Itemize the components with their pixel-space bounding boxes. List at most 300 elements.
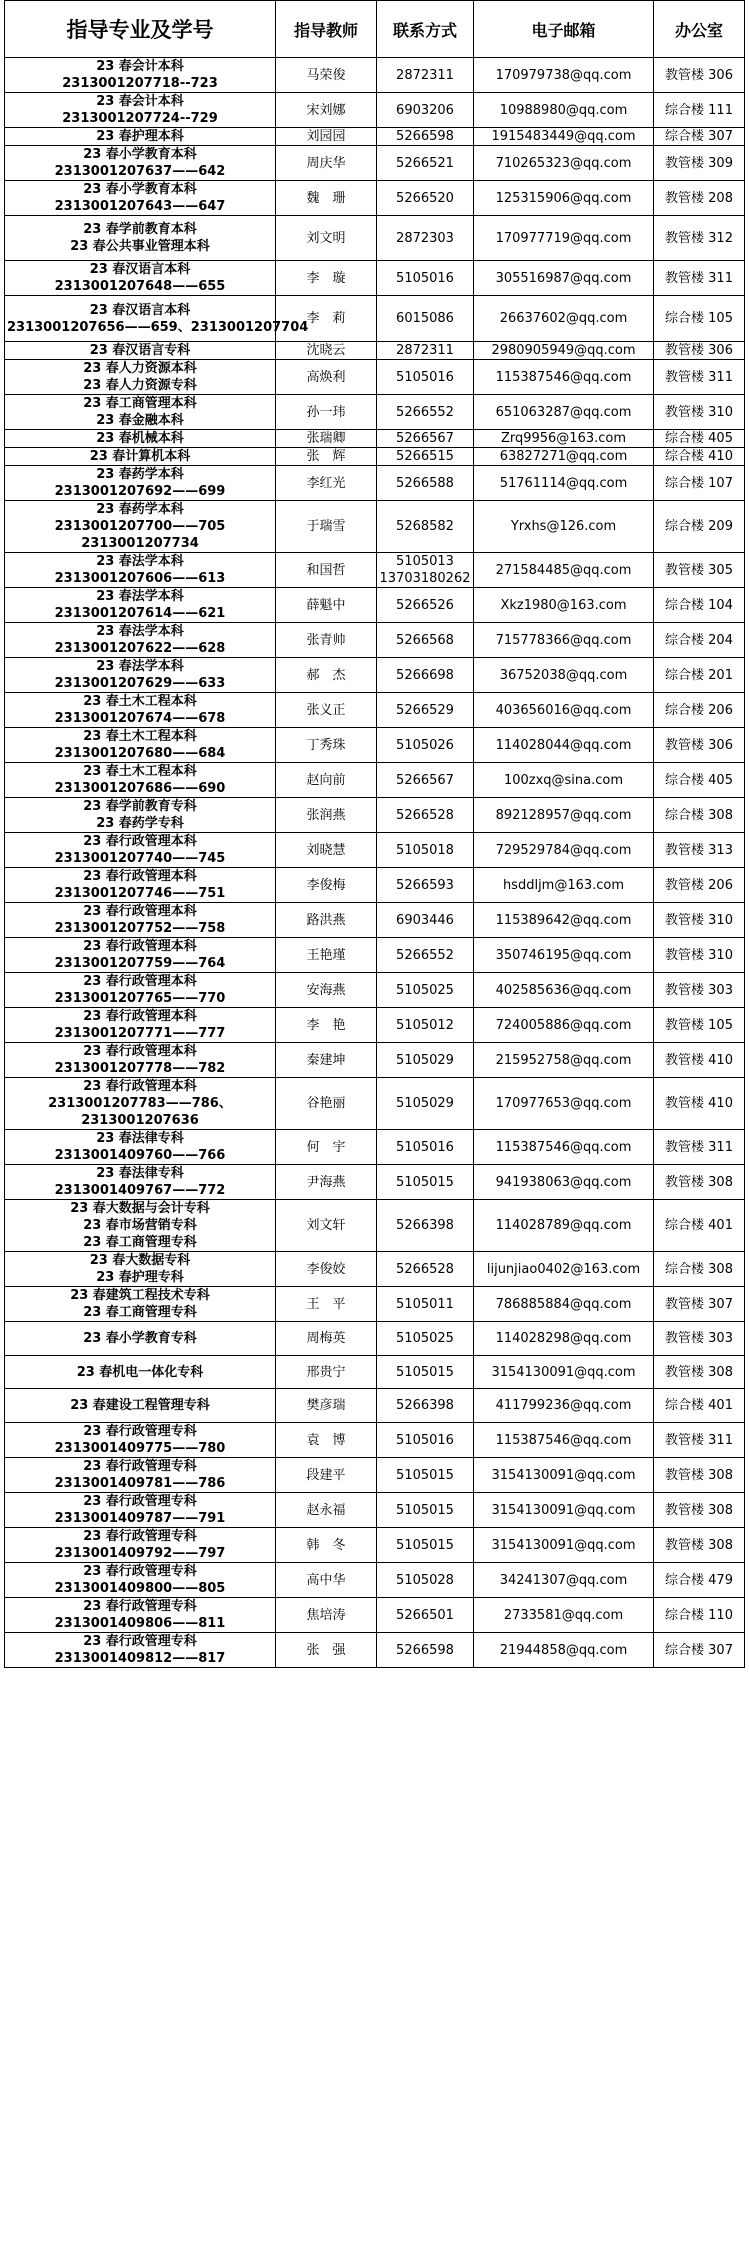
major-cell	[5, 1252, 276, 1287]
phone-line: 6903446	[396, 912, 454, 928]
major-cell	[5, 588, 276, 623]
phone-line: 5105016	[396, 1139, 454, 1155]
header-row	[5, 1, 745, 58]
teacher-cell: 焦培涛	[276, 1598, 377, 1633]
major-line: 23 春计算机本科	[89, 449, 191, 464]
office-cell: 教管楼 307	[654, 1287, 745, 1322]
table-row	[5, 501, 745, 553]
phone-cell	[377, 1008, 474, 1043]
major-cell	[5, 1633, 276, 1668]
phone-line: 5105015	[396, 1537, 454, 1553]
major-line: 23 春建设工程管理专科	[70, 1398, 210, 1413]
teacher-cell: 刘文明	[276, 216, 377, 261]
phone-line: 5266598	[396, 129, 454, 144]
header-phone: 联系方式	[377, 1, 474, 58]
major-line: 23 春行政管理专科	[83, 1599, 197, 1614]
major-line: 2313001207692——699	[54, 484, 226, 499]
table-row	[5, 588, 745, 623]
major-line: 23 春汉语言本科	[89, 302, 191, 318]
major-cell	[5, 1458, 276, 1493]
major-cell	[5, 763, 276, 798]
table-row	[5, 181, 745, 216]
teacher-cell: 张 辉	[276, 448, 377, 466]
table-row	[5, 1356, 745, 1389]
major-cell	[5, 798, 276, 833]
office-cell: 综合楼 401	[654, 1200, 745, 1252]
email-cell: 1915483449@qq.com	[474, 128, 654, 146]
teacher-cell: 袁 博	[276, 1423, 377, 1458]
header-office: 办公室	[654, 1, 745, 58]
office-cell: 综合楼 105	[654, 296, 745, 342]
phone-line: 5105015	[396, 1174, 454, 1190]
major-cell	[5, 395, 276, 430]
major-line: 23 春大数据专科	[89, 1253, 191, 1268]
phone-line: 5266568	[396, 632, 454, 648]
major-line: 2313001207606——613	[54, 571, 226, 586]
email-cell: 100zxq@sina.com	[474, 763, 654, 798]
teacher-cell: 段建平	[276, 1458, 377, 1493]
teacher-cell: 李 璇	[276, 261, 377, 296]
office-cell: 综合楼 405	[654, 763, 745, 798]
major-line: 23 春小学教育本科	[83, 147, 197, 162]
email-cell: 170977653@qq.com	[474, 1078, 654, 1130]
phone-cell	[377, 1563, 474, 1598]
major-cell	[5, 466, 276, 501]
teacher-cell: 李俊梅	[276, 868, 377, 903]
table-row	[5, 466, 745, 501]
major-line: 23 春法学本科	[96, 659, 184, 674]
table-row	[5, 1130, 745, 1165]
table-row	[5, 146, 745, 181]
email-cell: 34241307@qq.com	[474, 1563, 654, 1598]
table-row	[5, 623, 745, 658]
teacher-cell: 邢贵宁	[276, 1356, 377, 1389]
major-line: 23 春工商管理本科	[83, 396, 197, 411]
phone-cell	[377, 553, 474, 588]
teacher-cell: 马荣俊	[276, 58, 377, 93]
teacher-assignment-table	[4, 0, 745, 1668]
table-row	[5, 763, 745, 798]
phone-line: 5266501	[396, 1607, 454, 1623]
office-cell: 综合楼 307	[654, 128, 745, 146]
table-row	[5, 1389, 745, 1423]
major-line: 2313001409806——811	[54, 1616, 226, 1631]
phone-cell	[377, 658, 474, 693]
major-cell	[5, 973, 276, 1008]
office-cell: 教管楼 305	[654, 553, 745, 588]
teacher-cell: 和国哲	[276, 553, 377, 588]
office-cell: 教管楼 308	[654, 1165, 745, 1200]
major-line: 23 春行政管理专科	[83, 1564, 197, 1579]
email-cell: 115387546@qq.com	[474, 360, 654, 395]
office-cell: 综合楼 308	[654, 1252, 745, 1287]
phone-cell	[377, 728, 474, 763]
major-line: 23 春法学本科	[96, 624, 184, 639]
phone-cell	[377, 1356, 474, 1389]
teacher-cell: 王 平	[276, 1287, 377, 1322]
major-line: 23 春工商管理专科	[83, 1235, 197, 1250]
major-line: 2313001207752——758	[54, 921, 226, 936]
table-row	[5, 1165, 745, 1200]
table-row	[5, 1252, 745, 1287]
major-line: 2313001409792——797	[54, 1546, 226, 1561]
major-line: 2313001207718--723	[62, 76, 218, 91]
phone-cell	[377, 763, 474, 798]
office-cell: 综合楼 104	[654, 588, 745, 623]
phone-line: 5266398	[396, 1218, 454, 1233]
table-row	[5, 903, 745, 938]
office-cell: 综合楼 479	[654, 1563, 745, 1598]
major-line: 23 春行政管理本科	[83, 1044, 197, 1059]
teacher-cell: 张 强	[276, 1633, 377, 1668]
phone-line: 5105018	[396, 842, 454, 858]
phone-line: 5105028	[396, 1572, 454, 1588]
teacher-cell: 尹海燕	[276, 1165, 377, 1200]
phone-cell	[377, 938, 474, 973]
phone-line: 13703180262	[379, 571, 471, 586]
major-line: 2313001207614——621	[54, 606, 226, 621]
table-row	[5, 58, 745, 93]
table-row	[5, 728, 745, 763]
major-line: 2313001207680——684	[54, 746, 226, 761]
office-cell: 教管楼 308	[654, 1458, 745, 1493]
phone-line: 5105016	[396, 270, 454, 286]
major-line: 23 春土木工程本科	[83, 694, 197, 709]
major-line: 23 春行政管理本科	[83, 974, 197, 989]
major-line: 23 春建筑工程技术专科	[70, 1288, 210, 1303]
email-cell: 2980905949@qq.com	[474, 342, 654, 360]
major-line: 23 春金融本科	[96, 413, 184, 428]
phone-cell	[377, 1252, 474, 1287]
major-line: 23 春市场营销专科	[83, 1218, 197, 1233]
phone-line: 5266398	[396, 1398, 454, 1413]
major-line: 2313001409787——791	[54, 1511, 226, 1526]
email-cell: 170977719@qq.com	[474, 216, 654, 261]
phone-cell	[377, 261, 474, 296]
teacher-cell: 周庆华	[276, 146, 377, 181]
phone-line: 5105016	[396, 369, 454, 385]
office-cell: 综合楼 401	[654, 1389, 745, 1423]
major-cell	[5, 1493, 276, 1528]
office-cell: 教管楼 410	[654, 1043, 745, 1078]
major-line: 23 春法律专科	[96, 1131, 184, 1146]
office-cell: 教管楼 310	[654, 938, 745, 973]
major-line: 23 春行政管理本科	[83, 869, 197, 884]
office-cell: 教管楼 311	[654, 1130, 745, 1165]
phone-line: 5266552	[396, 947, 454, 963]
email-cell: 114028789@qq.com	[474, 1200, 654, 1252]
phone-cell	[377, 395, 474, 430]
major-line: 23 春会计本科	[96, 94, 184, 109]
major-line: 23 春行政管理本科	[83, 904, 197, 919]
email-cell: 2733581@qq.com	[474, 1598, 654, 1633]
phone-cell	[377, 1078, 474, 1130]
teacher-cell: 郝 杰	[276, 658, 377, 693]
phone-line: 5105013	[396, 554, 454, 569]
office-cell: 综合楼 308	[654, 798, 745, 833]
email-cell: 115387546@qq.com	[474, 1423, 654, 1458]
phone-line: 5266593	[396, 877, 454, 893]
table-row	[5, 1493, 745, 1528]
major-line: 2313001207759——764	[54, 956, 226, 971]
table-row	[5, 342, 745, 360]
teacher-cell: 赵向前	[276, 763, 377, 798]
email-cell: hsddljm@163.com	[474, 868, 654, 903]
office-cell: 综合楼 111	[654, 93, 745, 128]
teacher-cell: 张义正	[276, 693, 377, 728]
major-line: 2313001207674——678	[54, 711, 226, 726]
major-cell	[5, 833, 276, 868]
major-cell	[5, 1043, 276, 1078]
office-cell: 教管楼 312	[654, 216, 745, 261]
major-line: 2313001207637——642	[54, 164, 226, 179]
major-line: 2313001409775——780	[54, 1441, 226, 1456]
major-line: 23 春法学本科	[96, 554, 184, 569]
table-row	[5, 658, 745, 693]
major-cell	[5, 1598, 276, 1633]
major-line: 2313001409767——772	[54, 1183, 226, 1198]
email-cell: 305516987@qq.com	[474, 261, 654, 296]
major-cell	[5, 553, 276, 588]
major-line: 2313001207724--729	[62, 111, 218, 126]
phone-cell	[377, 1493, 474, 1528]
phone-line: 5266567	[396, 431, 454, 446]
office-cell: 教管楼 206	[654, 868, 745, 903]
table-row	[5, 216, 745, 261]
header-email: 电子邮箱	[474, 1, 654, 58]
table-row	[5, 1563, 745, 1598]
phone-line: 5266526	[396, 597, 454, 613]
major-cell	[5, 728, 276, 763]
phone-cell	[377, 501, 474, 553]
phone-line: 6015086	[396, 311, 454, 326]
table-row	[5, 395, 745, 430]
major-cell	[5, 1528, 276, 1563]
table-row	[5, 1423, 745, 1458]
teacher-cell: 于瑞雪	[276, 501, 377, 553]
phone-line: 5266698	[396, 667, 454, 683]
major-line: 23 春公共事业管理本科	[70, 239, 210, 254]
phone-cell	[377, 973, 474, 1008]
table-body	[5, 58, 745, 1668]
table-row	[5, 1458, 745, 1493]
email-cell: 114028298@qq.com	[474, 1322, 654, 1356]
major-cell	[5, 261, 276, 296]
phone-line: 5266515	[396, 449, 454, 464]
phone-line: 5105029	[396, 1096, 454, 1111]
phone-line: 5105015	[396, 1467, 454, 1483]
major-line: 2313001207648——655	[54, 279, 226, 294]
major-line: 23 春行政管理专科	[83, 1634, 197, 1649]
office-cell: 综合楼 405	[654, 430, 745, 448]
major-cell	[5, 1356, 276, 1389]
major-line: 2313001409781——786	[54, 1476, 226, 1491]
header-major: 指导专业及学号	[5, 1, 276, 58]
phone-line: 5105016	[396, 1432, 454, 1448]
major-line: 23 春护理本科	[96, 129, 184, 144]
major-cell	[5, 128, 276, 146]
email-cell: 26637602@qq.com	[474, 296, 654, 342]
phone-cell	[377, 903, 474, 938]
major-line: 23 春汉语言专科	[89, 343, 191, 358]
teacher-cell: 安海燕	[276, 973, 377, 1008]
office-cell: 教管楼 306	[654, 58, 745, 93]
phone-cell	[377, 216, 474, 261]
email-cell: 724005886@qq.com	[474, 1008, 654, 1043]
email-cell: 215952758@qq.com	[474, 1043, 654, 1078]
email-cell: 941938063@qq.com	[474, 1165, 654, 1200]
major-line: 23 春药学专科	[96, 816, 184, 831]
office-cell: 教管楼 410	[654, 1078, 745, 1130]
major-cell	[5, 623, 276, 658]
phone-cell	[377, 58, 474, 93]
major-line: 2313001207771——777	[54, 1026, 226, 1041]
phone-line: 2872311	[396, 67, 454, 83]
table-row	[5, 1043, 745, 1078]
major-cell	[5, 658, 276, 693]
major-line: 23 春法学本科	[96, 589, 184, 604]
teacher-cell: 韩 冬	[276, 1528, 377, 1563]
office-cell: 教管楼 311	[654, 1423, 745, 1458]
phone-line: 5105029	[396, 1052, 454, 1068]
phone-cell	[377, 1598, 474, 1633]
major-cell	[5, 1165, 276, 1200]
major-line: 2313001409800——805	[54, 1581, 226, 1596]
phone-line: 5266520	[396, 190, 454, 206]
major-line: 23 春行政管理专科	[83, 1494, 197, 1509]
major-cell	[5, 693, 276, 728]
office-cell: 教管楼 308	[654, 1528, 745, 1563]
major-cell	[5, 430, 276, 448]
email-cell: 3154130091@qq.com	[474, 1493, 654, 1528]
email-cell: 10988980@qq.com	[474, 93, 654, 128]
teacher-cell: 李红光	[276, 466, 377, 501]
email-cell: 651063287@qq.com	[474, 395, 654, 430]
email-cell: 115387546@qq.com	[474, 1130, 654, 1165]
major-line: 2313001207622——628	[54, 641, 226, 656]
email-cell: 892128957@qq.com	[474, 798, 654, 833]
email-cell: 115389642@qq.com	[474, 903, 654, 938]
phone-cell	[377, 342, 474, 360]
table-row	[5, 430, 745, 448]
phone-line: 2872311	[396, 343, 454, 358]
office-cell: 综合楼 206	[654, 693, 745, 728]
major-line: 23 春药学本科	[96, 467, 184, 482]
phone-cell	[377, 868, 474, 903]
office-cell: 综合楼 201	[654, 658, 745, 693]
major-line: 23 春行政管理专科	[83, 1459, 197, 1474]
major-line: 23 春机械本科	[96, 431, 184, 446]
phone-line: 5105012	[396, 1017, 454, 1033]
major-cell	[5, 1078, 276, 1130]
phone-cell	[377, 1389, 474, 1423]
major-line: 2313001207765——770	[54, 991, 226, 1006]
phone-cell	[377, 430, 474, 448]
phone-cell	[377, 833, 474, 868]
email-cell: 21944858@qq.com	[474, 1633, 654, 1668]
email-cell: lijunjiao0402@163.com	[474, 1252, 654, 1287]
phone-cell	[377, 1458, 474, 1493]
office-cell: 综合楼 110	[654, 1598, 745, 1633]
table-row	[5, 360, 745, 395]
table-row	[5, 261, 745, 296]
major-cell	[5, 1200, 276, 1252]
office-cell: 教管楼 303	[654, 973, 745, 1008]
table-row	[5, 868, 745, 903]
phone-line: 5268582	[396, 519, 454, 534]
email-cell: 36752038@qq.com	[474, 658, 654, 693]
email-cell: 411799236@qq.com	[474, 1389, 654, 1423]
teacher-cell: 薛魁中	[276, 588, 377, 623]
phone-cell	[377, 448, 474, 466]
major-line: 23 春行政管理本科	[83, 1009, 197, 1024]
major-line: 2313001207656——659、2313001207704	[7, 319, 309, 335]
major-line: 23 春药学本科	[96, 502, 184, 517]
table-row	[5, 938, 745, 973]
phone-line: 5105015	[396, 1502, 454, 1518]
phone-line: 6903206	[396, 102, 454, 118]
email-cell: 3154130091@qq.com	[474, 1458, 654, 1493]
email-cell: 403656016@qq.com	[474, 693, 654, 728]
table-row	[5, 128, 745, 146]
major-cell	[5, 1287, 276, 1322]
table-row	[5, 1008, 745, 1043]
office-cell: 教管楼 311	[654, 360, 745, 395]
teacher-cell: 张润燕	[276, 798, 377, 833]
table-row	[5, 296, 745, 342]
phone-line: 5105025	[396, 1331, 454, 1346]
table-row	[5, 1633, 745, 1668]
teacher-cell: 宋刘娜	[276, 93, 377, 128]
teacher-cell: 张瑞卿	[276, 430, 377, 448]
major-cell	[5, 1563, 276, 1598]
major-line: 2313001207643——647	[54, 199, 226, 214]
major-line: 23 春行政管理专科	[83, 1424, 197, 1439]
major-line: 2313001207686——690	[54, 781, 226, 796]
major-line: 23 春汉语言本科	[89, 262, 191, 277]
teacher-cell: 谷艳丽	[276, 1078, 377, 1130]
table-row	[5, 693, 745, 728]
phone-line: 5266521	[396, 155, 454, 171]
phone-cell	[377, 360, 474, 395]
phone-cell	[377, 128, 474, 146]
email-cell: 114028044@qq.com	[474, 728, 654, 763]
major-line: 2313001207700——705	[54, 519, 226, 534]
teacher-cell: 孙一玮	[276, 395, 377, 430]
major-line: 23 春法律专科	[96, 1166, 184, 1181]
major-line: 2313001409812——817	[54, 1651, 226, 1666]
phone-cell	[377, 1043, 474, 1078]
phone-cell	[377, 1200, 474, 1252]
phone-line: 5105025	[396, 982, 454, 998]
email-cell: Zrq9956@163.com	[474, 430, 654, 448]
major-cell	[5, 1389, 276, 1423]
teacher-cell: 刘园园	[276, 128, 377, 146]
major-cell	[5, 1008, 276, 1043]
email-cell: 729529784@qq.com	[474, 833, 654, 868]
office-cell: 教管楼 308	[654, 1493, 745, 1528]
teacher-cell: 刘晓慧	[276, 833, 377, 868]
major-cell	[5, 146, 276, 181]
email-cell: Yrxhs@126.com	[474, 501, 654, 553]
major-line: 23 春工商管理专科	[83, 1305, 197, 1320]
major-line: 2313001207783——786、	[48, 1096, 232, 1111]
major-line: 23 春学前教育本科	[83, 222, 197, 237]
major-line: 23 春人力资源本科	[83, 361, 197, 376]
office-cell: 教管楼 306	[654, 728, 745, 763]
major-line: 2313001207740——745	[54, 851, 226, 866]
major-cell	[5, 216, 276, 261]
